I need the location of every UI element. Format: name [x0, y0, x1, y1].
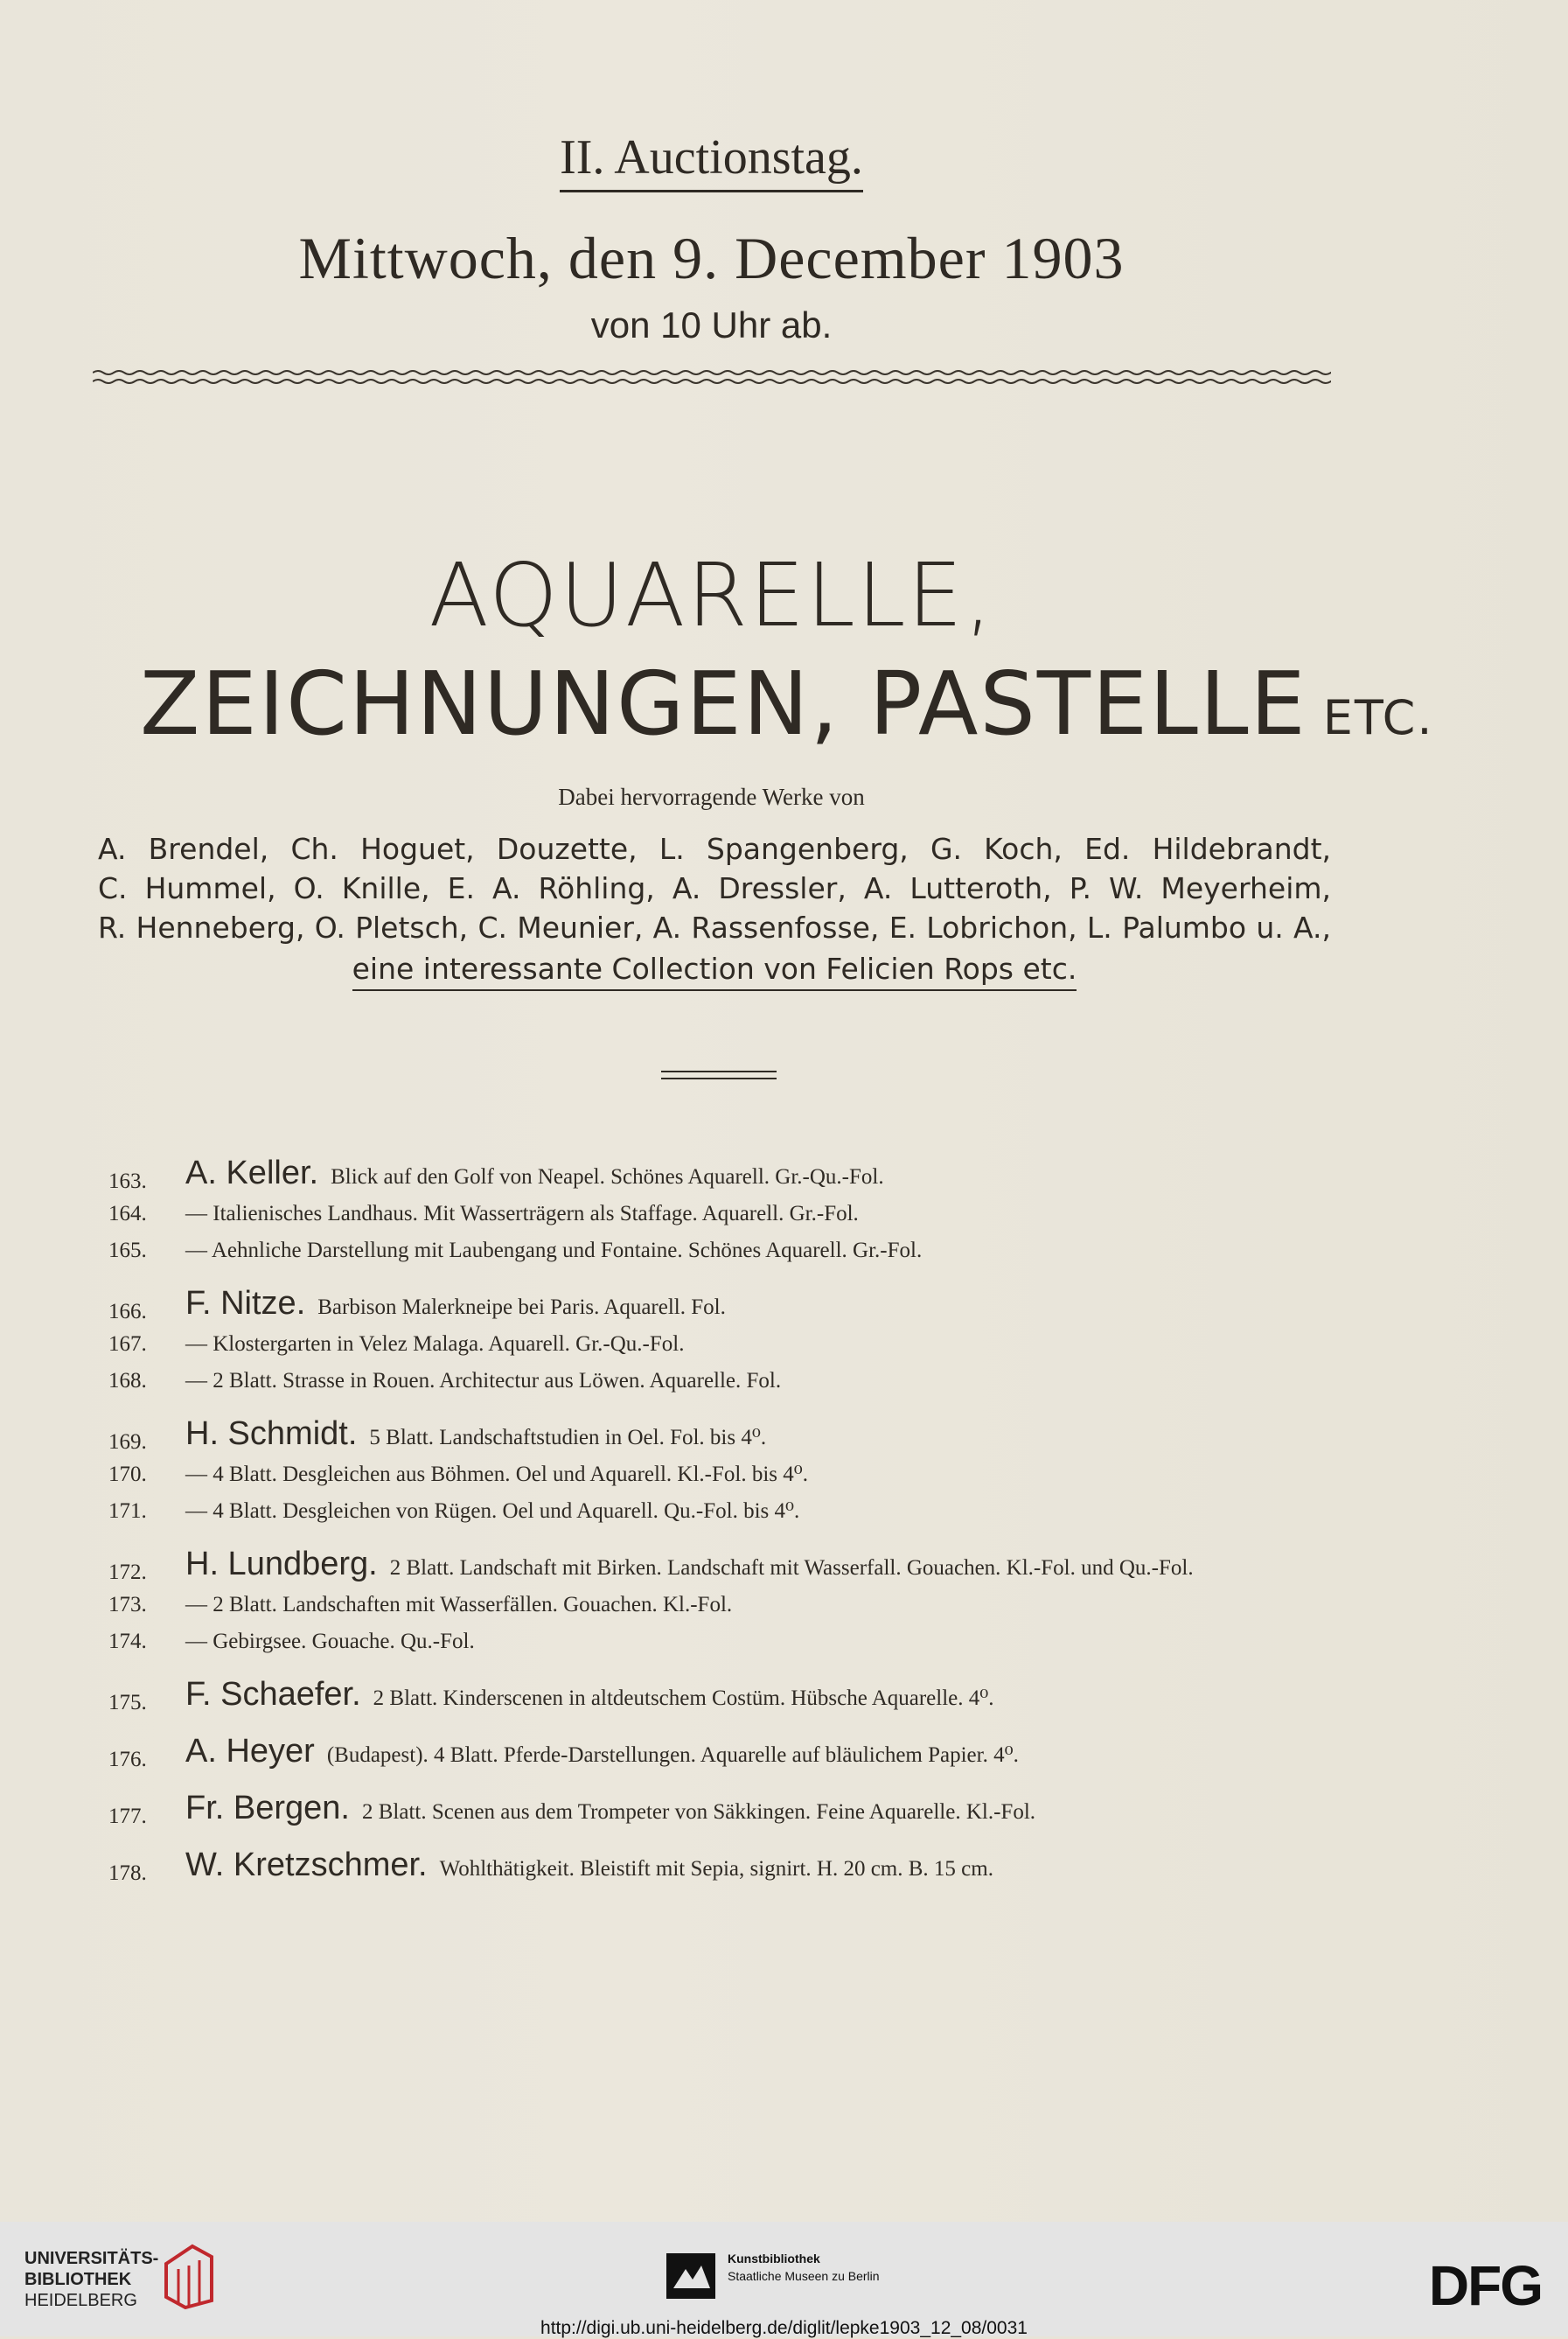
lot-number: 174. [108, 1630, 147, 1653]
lot-entry [108, 1676, 1350, 1714]
lot-entry [108, 1285, 1350, 1323]
kunstbibliothek-icon [666, 2253, 715, 2299]
intro-text: Dabei hervorragende Werke von [558, 784, 865, 810]
lot-number: 169. [108, 1430, 147, 1454]
lot-artist: H. Lundberg. [185, 1546, 378, 1582]
uni-heidelberg-logo[interactable] [24, 2248, 158, 2311]
lot-artist: F. Schaefer. [185, 1676, 361, 1713]
lot-text [185, 1155, 1350, 1191]
lot-text [185, 1238, 1350, 1264]
lot-description: 2 Blatt. Kinderscenen in altdeutschem Costüm. Hübsche Aquarelle. 4⁰. [373, 1686, 994, 1710]
lot-description: Barbison Malerkneipe bei Paris. Aquarell. Fol. [317, 1295, 726, 1319]
artists-line: A. Brendel, Ch. Hoguet, Douzette, L. Spangenberg, G. Koch, Ed. Hildebrandt, [98, 832, 1331, 866]
lot-number: 172. [108, 1560, 147, 1584]
artists-line: C. Hummel, O. Knille, E. A. Röhling, A. Dressler, A. Lutteroth, P. W. Meyerheim, [98, 871, 1331, 905]
lot-number: 171. [108, 1499, 147, 1523]
lot-description: 2 Blatt. Scenen aus dem Trompeter von Säkkingen. Feine Aquarelle. Kl.-Fol. [361, 1800, 1036, 1824]
uni-logo-line: UNIVERSITÄTS- [24, 2249, 159, 2268]
viewer-footer [0, 2222, 1568, 2336]
lot-text [185, 1733, 1350, 1770]
kb-logo-sub: Staatliche Museen zu Berlin [728, 2269, 880, 2283]
lot-artist: W. Kretzschmer. [185, 1847, 428, 1883]
lot-number: 170. [108, 1463, 147, 1486]
lot-text [185, 1462, 1350, 1488]
lot-entry [108, 1790, 1350, 1828]
uni-logo-line: BIBLIOTHEK [24, 2270, 132, 2289]
lot-text [185, 1368, 1350, 1394]
lot-artist: H. Schmidt. [185, 1415, 358, 1452]
lot-description: Blick auf den Golf von Neapel. Schönes Aquarell. Gr.-Qu.-Fol. [331, 1165, 884, 1189]
lot-entry [108, 1847, 1350, 1885]
rops-collection-text: eine interessante Collection von Felicien Rops etc. [352, 952, 1077, 991]
auction-day-heading [0, 129, 1423, 185]
lot-entry [108, 1592, 1350, 1618]
lot-entry [108, 1201, 1350, 1227]
double-rule-divider [661, 1071, 777, 1079]
kb-logo-name: Kunstbibliothek [728, 2252, 820, 2266]
wavy-rule-divider [93, 360, 1331, 395]
section-title-line1: AQUARELLE, [429, 544, 994, 646]
lot-description: 5 Blatt. Landschaftstudien in Oel. Fol. bis 4⁰. [369, 1426, 767, 1449]
auction-date: Mittwoch, den 9. December 1903 [298, 225, 1125, 291]
lot-text [185, 1676, 1350, 1713]
lot-text [185, 1847, 1350, 1883]
uni-library-icon [157, 2239, 219, 2309]
lot-description: (Budapest). 4 Blatt. Pferde-Darstellungen. Aquarelle auf bläulichem Papier. 4⁰. [326, 1743, 1019, 1767]
section-title-line2 [140, 653, 1434, 755]
lot-entry [108, 1331, 1350, 1358]
auction-time: von 10 Uhr ab. [590, 304, 833, 346]
lot-number: 176. [108, 1748, 147, 1771]
lot-number: 163. [108, 1170, 147, 1193]
lot-description: — Italienisches Landhaus. Mit Wasserträgern als Staffage. Aquarell. Gr.-Fol. [185, 1202, 859, 1225]
lot-text [185, 1415, 1350, 1452]
lot-entry [108, 1546, 1350, 1584]
lot-text [185, 1790, 1350, 1826]
lot-text [185, 1592, 1350, 1618]
lot-description: — 2 Blatt. Landschaften mit Wasserfällen. Gouachen. Kl.-Fol. [185, 1593, 733, 1616]
lot-artist: A. Heyer [185, 1733, 315, 1770]
lot-description: — Aehnliche Darstellung mit Laubengang und Fontaine. Schönes Aquarell. Gr.-Fol. [185, 1239, 923, 1262]
featured-artists [98, 829, 1331, 988]
lot-number: 178. [108, 1861, 147, 1885]
lot-entry [108, 1733, 1350, 1771]
lot-text [185, 1331, 1350, 1358]
lot-number: 164. [108, 1202, 147, 1225]
lot-number: 166. [108, 1300, 147, 1323]
lot-entry [108, 1238, 1350, 1264]
lot-entry [108, 1415, 1350, 1454]
lot-entry [108, 1629, 1350, 1655]
kunstbibliothek-logo[interactable] [728, 2250, 880, 2285]
lot-entry [108, 1498, 1350, 1525]
lot-description: 2 Blatt. Landschaft mit Birken. Landschaft mit Wasserfall. Gouachen. Kl.-Fol. und Qu.-Fol. [389, 1556, 1194, 1580]
lot-text [185, 1629, 1350, 1655]
rops-collection-line [98, 949, 1331, 988]
lot-description: — Klostergarten in Velez Malaga. Aquarell. Gr.-Qu.-Fol. [185, 1332, 685, 1356]
lot-number: 173. [108, 1593, 147, 1616]
lot-number: 165. [108, 1239, 147, 1262]
lot-entry [108, 1462, 1350, 1488]
lot-text [185, 1285, 1350, 1322]
uni-logo-line: HEIDELBERG [24, 2291, 137, 2310]
lot-number: 167. [108, 1332, 147, 1356]
lot-description: — 2 Blatt. Strasse in Rouen. Architectur aus Löwen. Aquarelle. Fol. [185, 1369, 782, 1393]
dfg-logo[interactable]: DFG [1428, 2254, 1542, 2317]
page-url[interactable]: http://digi.ub.uni-heidelberg.de/diglit/lepke1903_12_08/0031 [540, 2318, 1028, 2338]
lot-text [185, 1201, 1350, 1227]
lot-description: Wohlthätigkeit. Bleistift mit Sepia, signirt. H. 20 cm. B. 15 cm. [439, 1857, 993, 1881]
lot-artist: Fr. Bergen. [185, 1790, 350, 1826]
lot-description: — Gebirgsee. Gouache. Qu.-Fol. [185, 1630, 475, 1653]
lot-list [108, 1155, 1350, 1885]
section-title-etc: ETC. [1322, 690, 1434, 745]
lot-text [185, 1546, 1350, 1582]
auction-day-text: II. Auctionstag. [560, 130, 863, 192]
section-title-main: ZEICHNUNGEN, PASTELLE [140, 653, 1307, 755]
artists-line: R. Henneberg, O. Pletsch, C. Meunier, A. Rassenfosse, E. Lobrichon, L. Palumbo u. A., [98, 911, 1331, 945]
lot-entry [108, 1155, 1350, 1193]
lot-number: 175. [108, 1691, 147, 1714]
lot-artist: F. Nitze. [185, 1285, 306, 1322]
lot-number: 177. [108, 1805, 147, 1828]
lot-artist: A. Keller. [185, 1155, 319, 1191]
lot-text [185, 1498, 1350, 1525]
lot-entry [108, 1368, 1350, 1394]
lot-number: 168. [108, 1369, 147, 1393]
lot-description: — 4 Blatt. Desgleichen aus Böhmen. Oel und Aquarell. Kl.-Fol. bis 4⁰. [185, 1463, 809, 1486]
lot-description: — 4 Blatt. Desgleichen von Rügen. Oel und Aquarell. Qu.-Fol. bis 4⁰. [185, 1499, 800, 1523]
